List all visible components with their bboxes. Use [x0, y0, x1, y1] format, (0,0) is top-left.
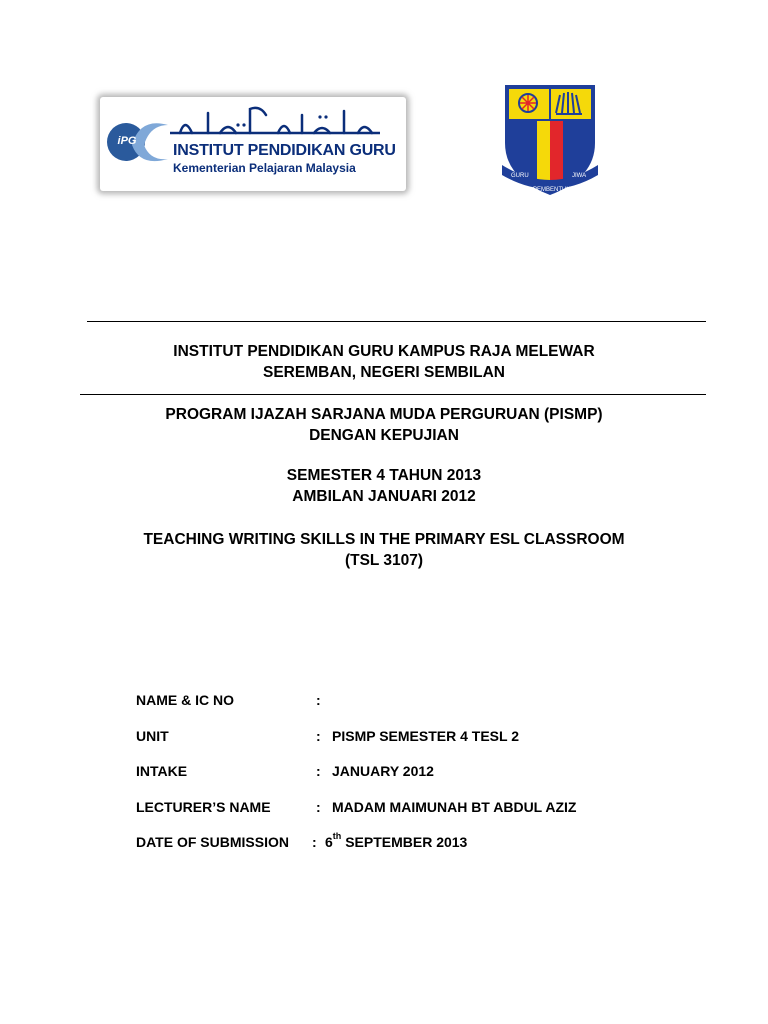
- detail-colon: :: [316, 692, 321, 708]
- institute-title: [80, 341, 688, 383]
- detail-colon: :: [312, 834, 317, 850]
- detail-value: JANUARY 2012: [332, 763, 434, 779]
- detail-value: MADAM MAIMUNAH BT ABDUL AZIZ: [332, 799, 577, 815]
- semester-line: SEMESTER 4 TAHUN 2013: [286, 467, 482, 484]
- ipg-logo: [100, 97, 406, 191]
- semester-info: [80, 465, 688, 507]
- detail-colon: :: [316, 799, 321, 815]
- program-title: [80, 404, 688, 446]
- ipg-subtitle: Kementerian Pelajaran Malaysia: [173, 161, 356, 175]
- program-title-line2: DENGAN KEPUJIAN: [309, 427, 459, 444]
- submission-month-year: SEPTEMBER 2013: [345, 834, 468, 850]
- detail-colon: :: [316, 728, 321, 744]
- course-title: [80, 529, 688, 571]
- program-title-line1: PROGRAM IJAZAH SARJANA MUDA PERGURUAN (PISMP): [165, 406, 603, 423]
- submission-day: 6: [325, 834, 333, 850]
- ipg-badge-text: iPG: [117, 135, 137, 147]
- submission-day-suffix: th: [332, 831, 342, 841]
- crest-word-jiwa: JIWA: [572, 173, 587, 179]
- institute-title-line2: SEREMBAN, NEGERI SEMBILAN: [263, 364, 505, 381]
- detail-label: LECTURER’S NAME: [136, 799, 271, 815]
- submission-date: [325, 831, 468, 850]
- crest-word-pembentuk: PEMBENTUK: [533, 187, 571, 193]
- institute-title-line1: INSTITUT PENDIDIKAN GURU KAMPUS RAJA MELEWAR: [173, 343, 595, 360]
- ipg-name: INSTITUT PENDIDIKAN GURU: [173, 142, 396, 159]
- jawi-script-wordmark: [150, 103, 400, 141]
- top-rule: [87, 321, 706, 322]
- course-code: (TSL 3107): [344, 552, 424, 569]
- detail-colon: :: [316, 763, 321, 779]
- detail-label: INTAKE: [136, 763, 188, 779]
- detail-label: NAME & IC NO: [136, 692, 234, 708]
- detail-value: PISMP SEMESTER 4 TESL 2: [332, 728, 519, 744]
- intake-line: AMBILAN JANUARI 2012: [292, 488, 476, 505]
- detail-label: UNIT: [136, 728, 169, 744]
- crest-emblem: [500, 83, 600, 201]
- course-title-line1: TEACHING WRITING SKILLS IN THE PRIMARY ESL CLASSROOM: [143, 531, 625, 548]
- detail-label: DATE OF SUBMISSION: [136, 834, 289, 850]
- middle-rule: [80, 394, 706, 395]
- crest-word-guru: GURU: [511, 173, 529, 179]
